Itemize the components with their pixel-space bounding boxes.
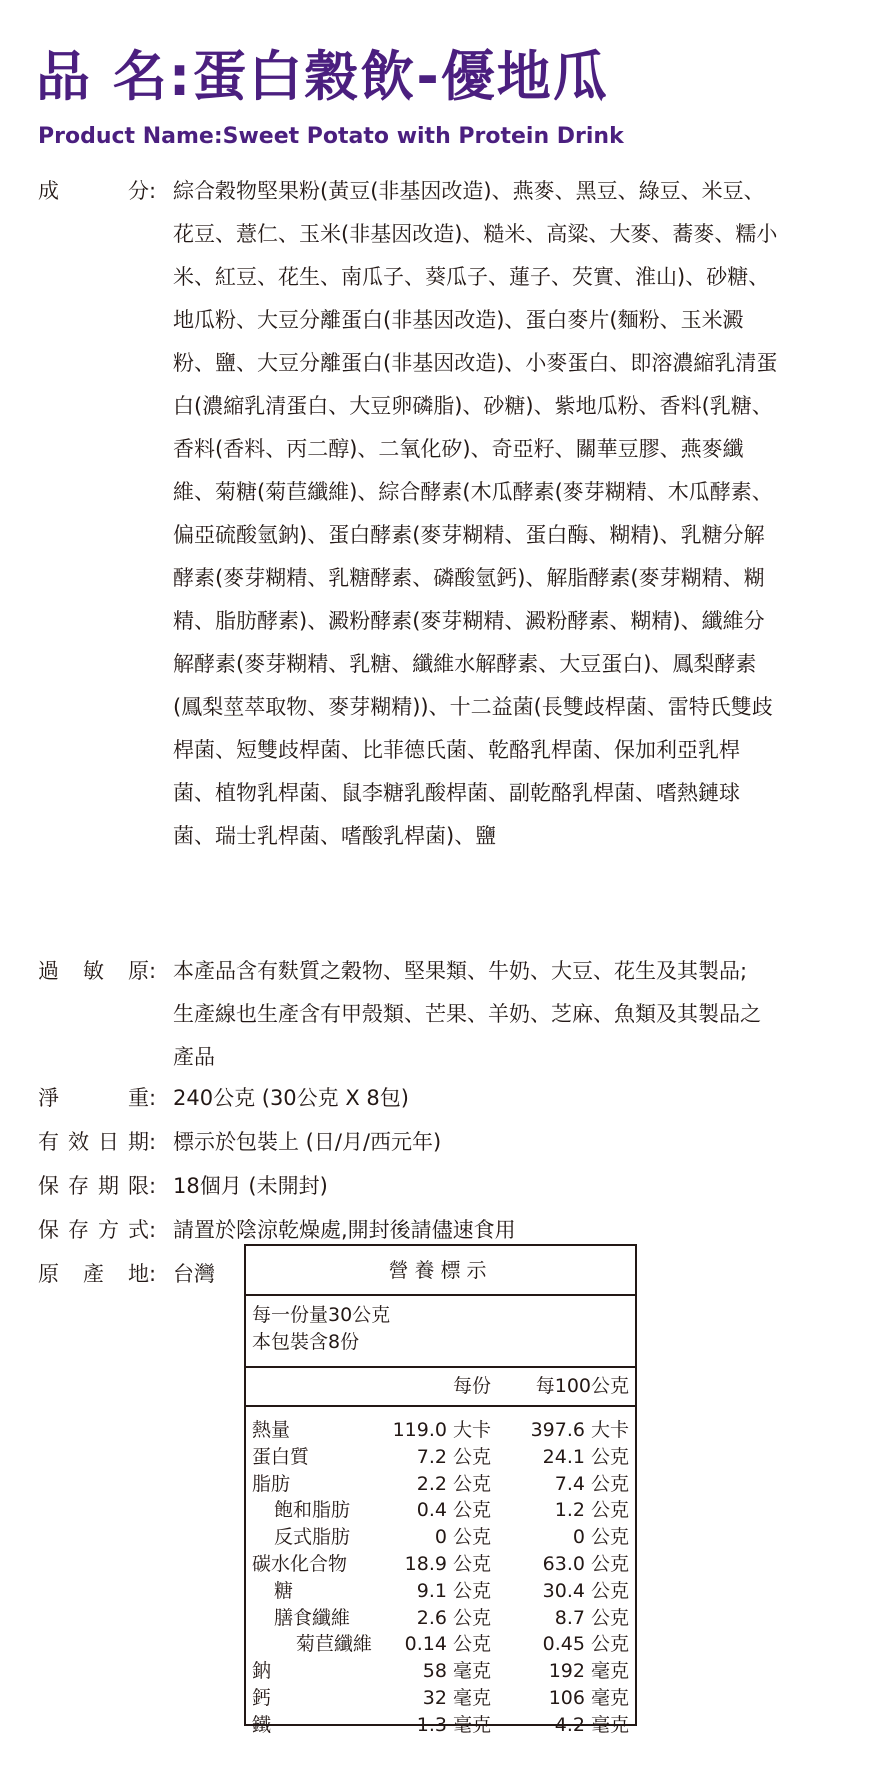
nutrient-name: 糖 [274,1579,294,1602]
info-value: 綜合穀物堅果粉(黃豆(非基因改造)、燕麥、黑豆、綠豆、米豆、 花豆、薏仁、玉米(非基因改造)、糙米、高粱、大麥、蕎麥、糯小 米、紅豆、花生、南瓜子、葵瓜子、蓮子、芡實、淮山)、砂糖、 地瓜粉、大豆分離蛋白(非基因改造)、蛋白麥片(麵粉、玉米澱 粉、鹽、大豆分離蛋白(非基因改造)、小麥蛋白、即溶濃縮乳清蛋 白(濃縮乳清蛋白、大豆卵磷脂)、砂糖)、紫地瓜粉、香料(乳糖、 香料(香料、丙二醇)、二氧化矽)、奇亞籽、關華豆膠、燕麥纖 維、菊糖(菊苣纖維)、綜合酵素(木瓜酵素(麥芽糊精、木瓜酵素、 偏亞硫酸氫鈉)、蛋白酵素(麥芽糊精、蛋白酶、糊精)、乳糖分解 酵素(麥芽糊精、乳糖酵素、磷酸氫鈣)、解脂酵素(麥芽糊精、糊 精、脂肪酵素)、澱粉酵素(麥芽糊精、澱粉酵素、糊精)、纖維分 解酵素(麥芽糊精、乳糖、纖維水解酵素、大豆蛋白)、鳳梨酵素 (鳳梨莖萃取物、麥芽糊精))、十二益菌(長雙歧桿菌、雷特氏雙歧 桿菌、短雙歧桿菌、比菲德氏菌、乾酪乳桿菌、保加利亞乳桿 菌、植物乳桿菌、鼠李糖乳酸桿菌、副乾酪乳桿菌、嗜熱鏈球 菌、瑞士乳桿菌、嗜酸乳桿菌)、鹽 [173,179,778,848]
nutrient-per-serving: 58 毫克 [422,1660,491,1683]
nutrient-per-serving: 2.2 公克 [416,1472,491,1495]
info-label [38,1077,149,1120]
info-value: 請置於陰涼乾燥處,開封後請儘速食用 [173,1218,516,1242]
info-label-char: 效 [68,1130,89,1154]
nutrition-items [246,1407,635,1739]
info-colon: : [149,1262,157,1286]
info-label-char: 有 [38,1130,59,1154]
info-label [38,1165,149,1208]
nutrient-per-serving: 1.3 毫克 [416,1713,491,1736]
info-label-char: 期 [128,1130,149,1154]
info-colon: : [149,1130,157,1154]
info-colon: : [149,959,157,983]
nutrient-per-serving: 7.2 公克 [416,1445,491,1468]
nutrient-per-100g: 1.2 公克 [554,1499,629,1522]
nutrient-per-100g: 397.6 大卡 [530,1419,629,1441]
info-label-char: 存 [68,1218,89,1242]
info-label-char: 原 [128,959,149,983]
nutrient-name: 膳食纖維 [274,1606,351,1629]
info-label-char: 地 [128,1262,149,1286]
nutrition-row [246,1685,635,1712]
nutrient-per-100g: 24.1 公克 [542,1445,629,1468]
nutrition-row [246,1417,635,1444]
nutrient-name: 鐵 [252,1713,272,1736]
column-per-100g: 每100公克 [535,1375,629,1397]
nutrition-row [246,1578,635,1605]
nutrient-per-serving: 119.0 大卡 [392,1419,491,1441]
info-label-char: 重 [128,1086,149,1110]
info-label-char: 產 [83,1262,104,1286]
info-label-char: 敏 [83,959,104,983]
nutrient-per-100g: 63.0 公克 [542,1552,629,1575]
nutrition-row [246,1444,635,1471]
nutrition-row [246,1658,635,1685]
nutrient-per-100g: 4.2 毫克 [554,1713,629,1736]
info-label-char: 存 [68,1174,89,1198]
info-colon: : [149,1174,157,1198]
info-label-char: 淨 [38,1086,59,1110]
column-per-serving: 每份 [452,1375,491,1397]
info-label-char: 成 [38,179,59,203]
nutrition-title: 營養標示 [246,1246,635,1296]
info-label [38,1209,149,1252]
info-value: 台灣 [173,1262,215,1286]
nutrient-per-serving: 18.9 公克 [404,1552,491,1575]
nutrient-per-serving: 2.6 公克 [416,1606,491,1629]
nutrient-name: 脂肪 [252,1472,291,1495]
info-label-char: 保 [38,1174,59,1198]
info-value: 標示於包裝上 (日/月/西元年) [173,1130,442,1154]
nutrient-per-100g: 106 毫克 [548,1686,629,1709]
nutrient-name: 飽和脂肪 [274,1499,351,1522]
nutrient-name: 菊苣纖維 [296,1633,373,1656]
info-label-char: 分 [128,179,149,203]
info-label-char: 原 [38,1262,59,1286]
nutrition-row [246,1524,635,1551]
info-label-char: 保 [38,1218,59,1242]
info-value: 18個月 (未開封) [173,1174,328,1198]
nutrient-per-100g: 0.45 公克 [542,1633,629,1656]
info-colon: : [149,1086,157,1110]
product-subtitle: Product Name:Sweet Potato with Protein Drink [38,124,624,149]
info-label-char: 日 [98,1130,119,1154]
nutrient-per-100g: 7.4 公克 [554,1472,629,1495]
nutrient-per-100g: 192 毫克 [548,1660,629,1683]
info-label-char: 式 [128,1218,149,1242]
product-title: 品 名:蛋白穀飲-優地瓜 [36,45,609,108]
nutrition-row [246,1712,635,1739]
info-label [38,950,149,993]
nutrient-per-serving: 0 公克 [434,1526,491,1549]
nutrition-facts-table [244,1244,637,1736]
nutrition-row [246,1497,635,1524]
nutrient-name: 鈣 [252,1686,272,1709]
info-colon: : [149,1218,157,1242]
serving-info [246,1296,635,1368]
nutrient-per-100g: 8.7 公克 [554,1606,629,1629]
nutrient-per-serving: 0.14 公克 [404,1633,491,1656]
info-label [38,170,149,213]
nutrition-row [246,1631,635,1658]
nutrition-row [246,1605,635,1632]
nutrient-per-serving: 0.4 公克 [416,1499,491,1522]
info-label [38,1121,149,1164]
info-value: 240公克 (30公克 X 8包) [173,1086,409,1110]
info-value: 本產品含有麩質之穀物、堅果類、牛奶、大豆、花生及其製品; 生產線也生產含有甲殼類、芒果、羊奶、芝麻、魚類及其製品之 產品 [173,959,761,1069]
nutrient-name: 蛋白質 [252,1445,310,1468]
info-label-char: 過 [38,959,59,983]
nutrient-per-100g: 0 公克 [572,1526,629,1549]
nutrition-row [246,1551,635,1578]
nutrient-per-serving: 32 毫克 [422,1686,491,1709]
nutrition-row [246,1471,635,1498]
servings-per-pack: 本包裝含8份 [252,1331,360,1353]
info-label [38,1253,149,1296]
info-colon: : [149,179,157,203]
nutrient-per-serving: 9.1 公克 [416,1579,491,1602]
info-label-char: 限 [128,1174,149,1198]
nutrient-name: 熱量 [252,1419,291,1441]
nutrient-name: 反式脂肪 [274,1526,351,1549]
nutrient-per-100g: 30.4 公克 [542,1579,629,1602]
info-label-char: 方 [98,1218,119,1242]
info-label-char: 期 [98,1174,119,1198]
nutrient-name: 碳水化合物 [252,1552,348,1575]
serving-size: 每一份量30公克 [252,1304,391,1326]
nutrient-name: 鈉 [252,1660,272,1683]
nutrition-column-headers [246,1368,635,1407]
